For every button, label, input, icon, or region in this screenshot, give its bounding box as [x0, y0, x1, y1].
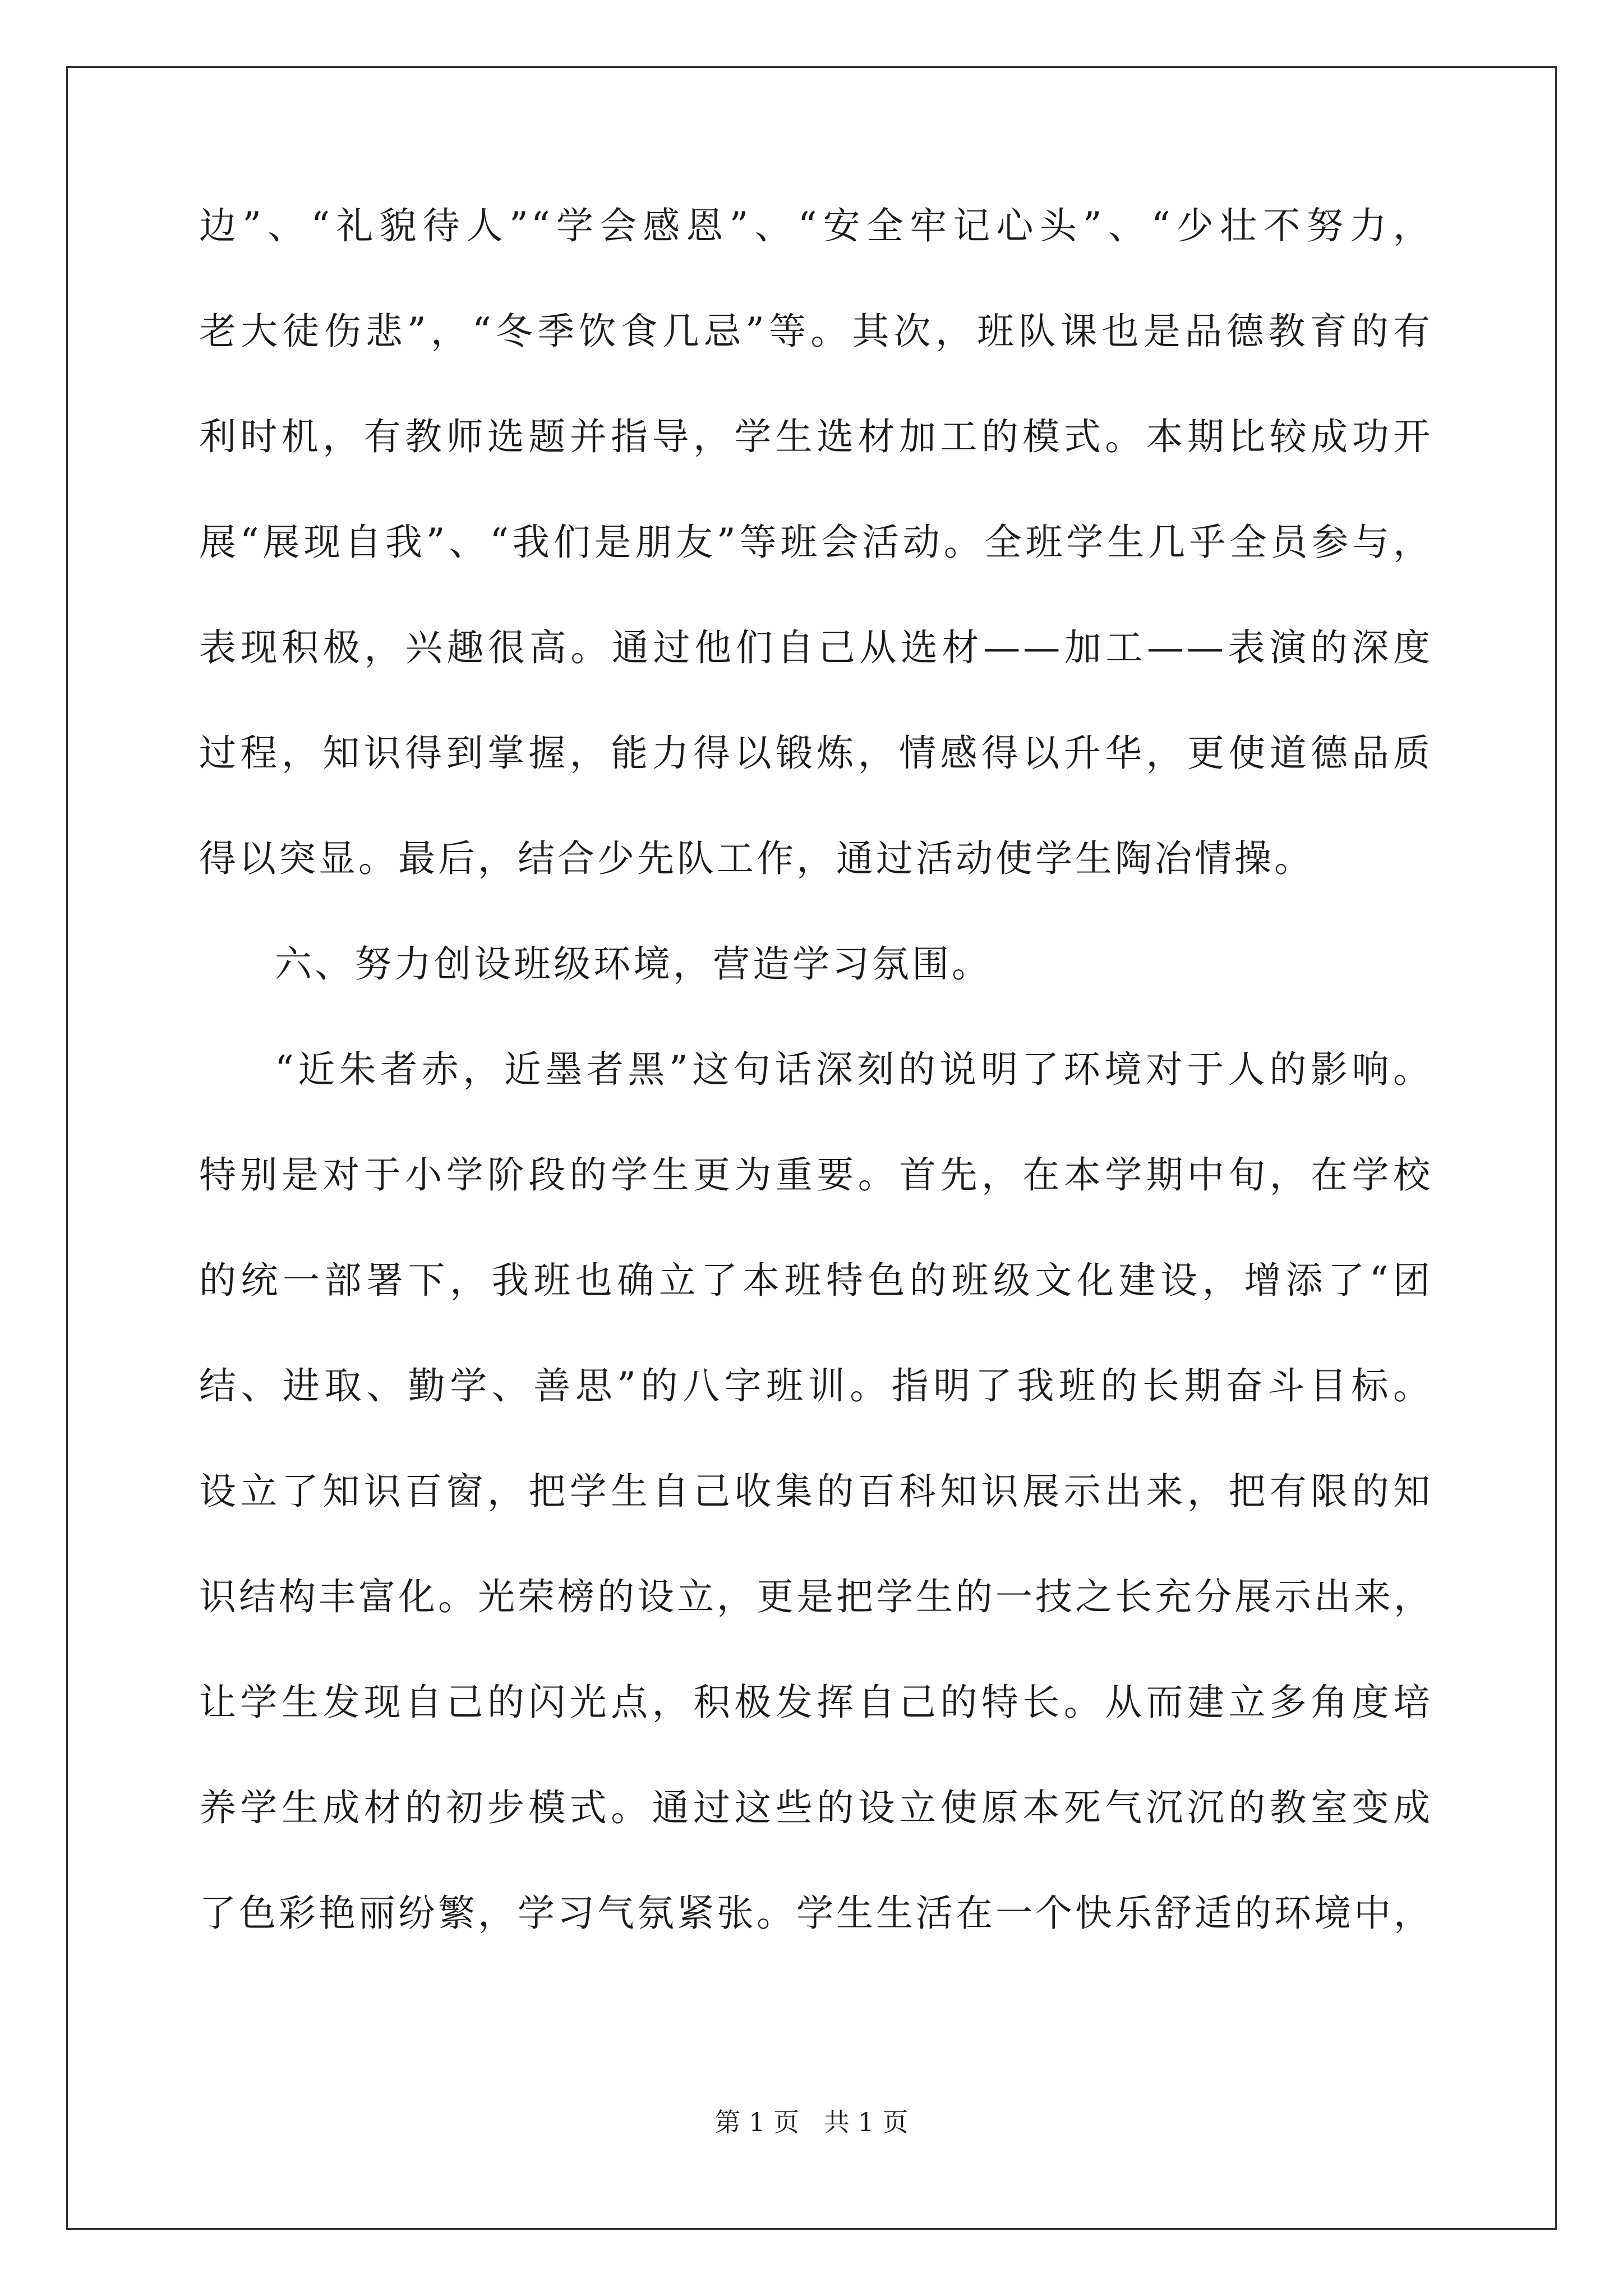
text-line: 边”、“礼貌待人”“学会感恩”、“安全牢记心头”、“少壮不努力， [199, 204, 1433, 247]
text-line: 让学生发现自己的闪光点，积极发挥自己的特长。从而建立多角度培 [199, 1681, 1433, 1724]
text-line: 特别是对于小学阶段的学生更为重要。首先，在本学期中旬，在学校 [199, 1153, 1433, 1197]
text-line: 识结构丰富化。光荣榜的设立，更是把学生的一技之长充分展示出来， [199, 1575, 1433, 1618]
text-line: 表现积极，兴趣很高。通过他们自己从选材——加工——表演的深度 [199, 626, 1433, 669]
section-heading: 六、努力创设班级环境，营造学习氛围。 [275, 942, 992, 986]
text-line: 过程，知识得到掌握，能力得以锻炼，情感得以升华，更使道德品质 [199, 731, 1433, 775]
text-line: 养学生成材的初步模式。通过这些的设立使原本死气沉沉的教室变成 [199, 1786, 1433, 1829]
text-line: 的统一部署下，我班也确立了本班特色的班级文化建设，增添了“团 [199, 1259, 1433, 1302]
text-line: 设立了知识百窗，把学生自己收集的百科知识展示出来，把有限的知 [199, 1470, 1433, 1513]
page-number-footer: 第 1 页 共 1 页 [714, 2107, 909, 2137]
text-line: 利时机，有教师选题并指导，学生选材加工的模式。本期比较成功开 [199, 415, 1433, 458]
text-line: 老大徒伤悲”，“冬季饮食几忌”等。其次，班队课也是品德教育的有 [199, 310, 1433, 353]
text-line: 展“展现自我”、“我们是朋友”等班会活动。全班学生几乎全员参与， [199, 521, 1433, 564]
text-line: 结、进取、勤学、善思”的八字班训。指明了我班的长期奋斗目标。 [199, 1364, 1433, 1407]
document-body [199, 204, 1433, 2000]
text-line: 得以突显。最后，结合少先队工作，通过活动使学生陶冶情操。 [199, 837, 1314, 880]
text-line: “近朱者赤，近墨者黑”这句话深刻的说明了环境对于人的影响。 [275, 1048, 1433, 1091]
text-line: 了色彩艳丽纷繁，学习气氛紧张。学生生活在一个快乐舒适的环境中， [199, 1892, 1433, 1935]
